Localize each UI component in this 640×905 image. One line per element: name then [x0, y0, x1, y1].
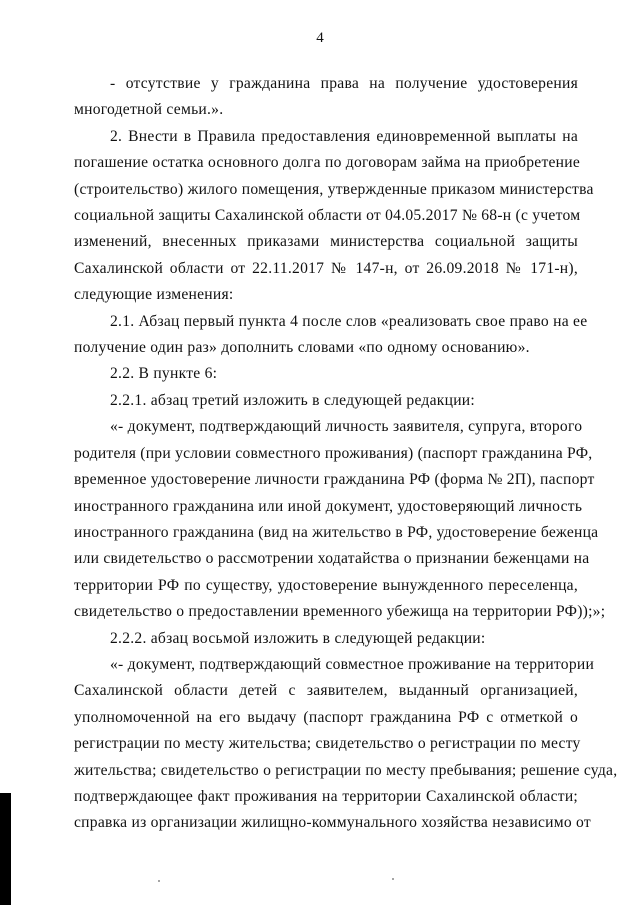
text-line: - отсутствие у гражданина права на получение удостоверения — [110, 75, 578, 92]
text-line: свидетельство о предоставлении временного убежища на территории РФ));»; — [74, 603, 606, 621]
document-body — [74, 71, 618, 837]
text-line: подтверждающее факт проживания на территории Сахалинской области; — [74, 787, 578, 805]
text-line: Сахалинской области детей с заявителем, выданный организацией, — [74, 682, 578, 700]
text-line: многодетной семьи.». — [74, 101, 224, 119]
text-line: 2. Внести в Правила предоставления единовременной выплаты на — [110, 127, 578, 145]
text-line: Сахалинской области от 22.11.2017 № 147-н, от 26.09.2018 № 171-н), — [74, 259, 578, 277]
text-line: уполномоченной на его выдачу (паспорт гражданина РФ с отметкой о — [74, 708, 578, 726]
text-line: изменений, внесенных приказами министерства социальной защиты — [74, 233, 578, 251]
text-line: 2.2.1. абзац третий изложить в следующей редакции: — [110, 391, 475, 409]
text-line: «- документ, подтверждающий совместное проживание на территории — [110, 655, 595, 673]
text-line: 2.2. В пункте 6: — [110, 365, 218, 383]
text-line: иностранного гражданина или иной документ, удостоверяющий личность — [74, 497, 583, 515]
text-line: 2.1. Абзац первый пункта 4 после слов «реализовать свое право на ее — [110, 312, 588, 330]
text-line: или свидетельство о рассмотрении ходатайства о признании беженцами на — [74, 550, 590, 568]
text-line: справка из организации жилищно-коммунального хозяйства независимо от — [74, 814, 591, 832]
text-line: родителя (при условии совместного проживания) (паспорт гражданина РФ, — [74, 444, 593, 462]
scan-edge-mark — [0, 793, 11, 905]
text-line: регистрации по месту жительства; свидетельство о регистрации по месту — [74, 735, 581, 753]
text-line: 2.2.2. абзац восьмой изложить в следующей редакции: — [110, 629, 486, 647]
text-line: жительства; свидетельство о регистрации по месту пребывания; решение суда, — [74, 761, 618, 779]
text-line: временное удостоверение личности гражданина РФ (форма № 2П), паспорт — [74, 471, 595, 489]
text-line: (строительство) жилого помещения, утвержденные приказом министерства — [74, 180, 594, 198]
page-number: 4 — [316, 30, 324, 46]
text-line: следующие изменения: — [74, 286, 234, 304]
scan-speck — [392, 878, 394, 880]
text-line: погашение остатка основного долга по договорам займа на приобретение — [74, 154, 581, 172]
text-line: «- документ, подтверждающий личность заявителя, супруга, второго — [110, 418, 583, 436]
text-line: иностранного гражданина (вид на жительство в РФ, удостоверение беженца — [74, 523, 599, 541]
text-line: территории РФ по существу, удостоверение вынужденного переселенца, — [74, 576, 578, 594]
text-line: социальной защиты Сахалинской области от 04.05.2017 № 68-н (с учетом — [74, 207, 581, 225]
text-line: получение один раз» дополнить словами «по одному основанию». — [74, 339, 530, 357]
scan-speck — [158, 880, 160, 882]
